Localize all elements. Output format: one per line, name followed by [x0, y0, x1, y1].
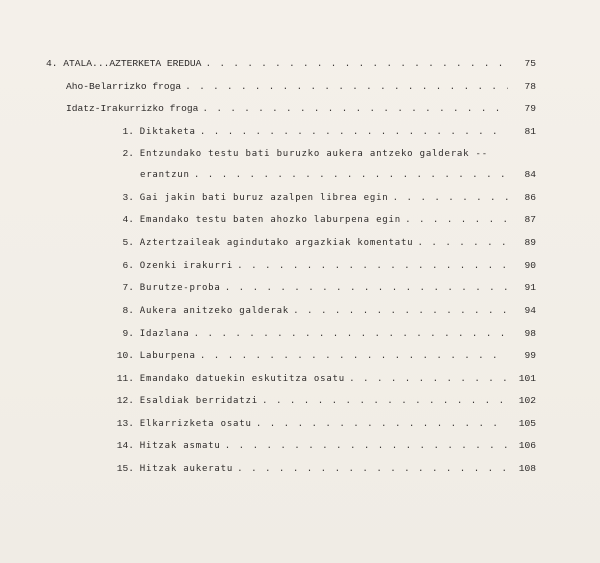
- toc-entry-label: Aukera anitzeko galderak: [139, 306, 290, 316]
- toc-item-number: 1.: [122, 126, 134, 137]
- toc-item-number: 3.: [122, 192, 134, 203]
- toc-entry-item: [112, 395, 536, 407]
- dot-leader: [349, 373, 508, 385]
- toc-entry-item: [112, 282, 536, 294]
- toc-entry-label: Gai jakin bati buruz azalpen librea egin: [139, 193, 389, 203]
- toc-item-number: 6.: [122, 260, 134, 271]
- dot-leader: [393, 192, 508, 204]
- toc-item-number: 4.: [122, 214, 134, 225]
- toc-item-number: 14.: [116, 440, 134, 451]
- dot-leader: [194, 328, 508, 340]
- toc-page-number: 98: [524, 328, 536, 339]
- toc-item-number: 7.: [122, 282, 134, 293]
- dot-leader: [237, 260, 508, 272]
- toc-page-number: 91: [524, 282, 536, 293]
- toc-item-number: 10.: [116, 350, 134, 361]
- toc-entry-item: [112, 463, 536, 475]
- dot-leader: [200, 126, 508, 138]
- dot-leader: [262, 395, 508, 407]
- toc-page-number: 99: [524, 350, 536, 361]
- dot-leader: [225, 440, 508, 452]
- toc-entry-item: [112, 192, 536, 204]
- toc-entry-chapter: [46, 58, 536, 70]
- toc-page-number: 79: [524, 103, 536, 114]
- toc-page-number: 105: [518, 418, 536, 429]
- toc-page-number: 106: [518, 440, 536, 451]
- toc-entry-section: [66, 81, 536, 93]
- dot-leader: [185, 81, 508, 93]
- dot-leader: [405, 214, 508, 226]
- toc-entry-label: Elkarrizketa osatu: [139, 419, 252, 429]
- dot-leader: [202, 103, 508, 115]
- toc-page-number: 87: [524, 214, 536, 225]
- toc-entry-label: Idatz-Irakurrizko froga: [66, 103, 199, 114]
- toc-page-number: 94: [524, 305, 536, 316]
- toc-entry-section: [66, 103, 536, 115]
- toc-item-number: 11.: [116, 373, 134, 384]
- toc-entry-label: Ozenki irakurri: [139, 261, 234, 271]
- toc-entry-item: [112, 373, 536, 385]
- dot-leader: [237, 463, 508, 475]
- toc-entry-item-continuation: [140, 169, 536, 181]
- toc-item-number: 8.: [122, 305, 134, 316]
- toc-entry-item: [112, 214, 536, 226]
- toc-page-number: 84: [524, 169, 536, 180]
- toc-item-number: 13.: [116, 418, 134, 429]
- toc-page-number: 75: [524, 58, 536, 69]
- toc-item-number: 15.: [116, 463, 134, 474]
- dot-leader: [225, 282, 508, 294]
- toc-page-number: 78: [524, 81, 536, 92]
- toc-page-number: 81: [524, 126, 536, 137]
- toc-page-number: 108: [518, 463, 536, 474]
- toc-entry-label: Aho-Belarrizko froga: [66, 81, 182, 92]
- toc-entry-item: [112, 260, 536, 272]
- toc-entry-label: Laburpena: [139, 351, 196, 361]
- toc-entry-label: Emandako testu baten ahozko laburpena egin: [139, 215, 401, 225]
- toc-entry-label: Emandako datuekin eskutitza osatu: [139, 374, 345, 384]
- toc-entry-item: [112, 305, 536, 317]
- toc-item-number: 5.: [122, 237, 134, 248]
- toc-entry-label: erantzun: [140, 170, 190, 180]
- toc-item-number: 9.: [122, 328, 134, 339]
- dot-leader: [205, 58, 508, 70]
- toc-entry-label: 4. ATALA...AZTERKETA EREDUA: [46, 58, 202, 69]
- toc-entry-item: [112, 350, 536, 362]
- toc-entry-item: [112, 148, 536, 160]
- toc-page-number: 89: [524, 237, 536, 248]
- toc-entry-label: Hitzak asmatu: [139, 441, 221, 451]
- toc-entry-label: Aztertzaileak agindutako argazkiak komentatu: [139, 238, 414, 248]
- toc-page-number: 101: [518, 373, 536, 384]
- toc-entry-item: [112, 126, 536, 138]
- toc-page-number: 86: [524, 192, 536, 203]
- toc-entry-label: Burutze-proba: [139, 283, 221, 293]
- toc-entry-item: [112, 440, 536, 452]
- toc-page-number: 90: [524, 260, 536, 271]
- toc-entry-item: [112, 418, 536, 430]
- toc-entry-label: Idazlana: [139, 329, 190, 339]
- toc-entry-label: Hitzak aukeratu: [139, 464, 234, 474]
- dot-leader: [417, 237, 508, 249]
- toc-entry-label: Entzundako testu bati buruzko aukera antzeko galderak --: [139, 149, 488, 159]
- toc-item-number: 2.: [122, 148, 134, 159]
- toc-entry-label: Diktaketa: [139, 127, 196, 137]
- dot-leader: [293, 305, 508, 317]
- toc-item-number: 12.: [116, 395, 134, 406]
- dot-leader: [194, 169, 508, 181]
- toc-page-number: 102: [518, 395, 536, 406]
- dot-leader: [256, 418, 508, 430]
- toc-entry-label: Esaldiak berridatzi: [139, 396, 258, 406]
- dot-leader: [200, 350, 508, 362]
- toc-entry-item: [112, 328, 536, 340]
- toc-entry-item: [112, 237, 536, 249]
